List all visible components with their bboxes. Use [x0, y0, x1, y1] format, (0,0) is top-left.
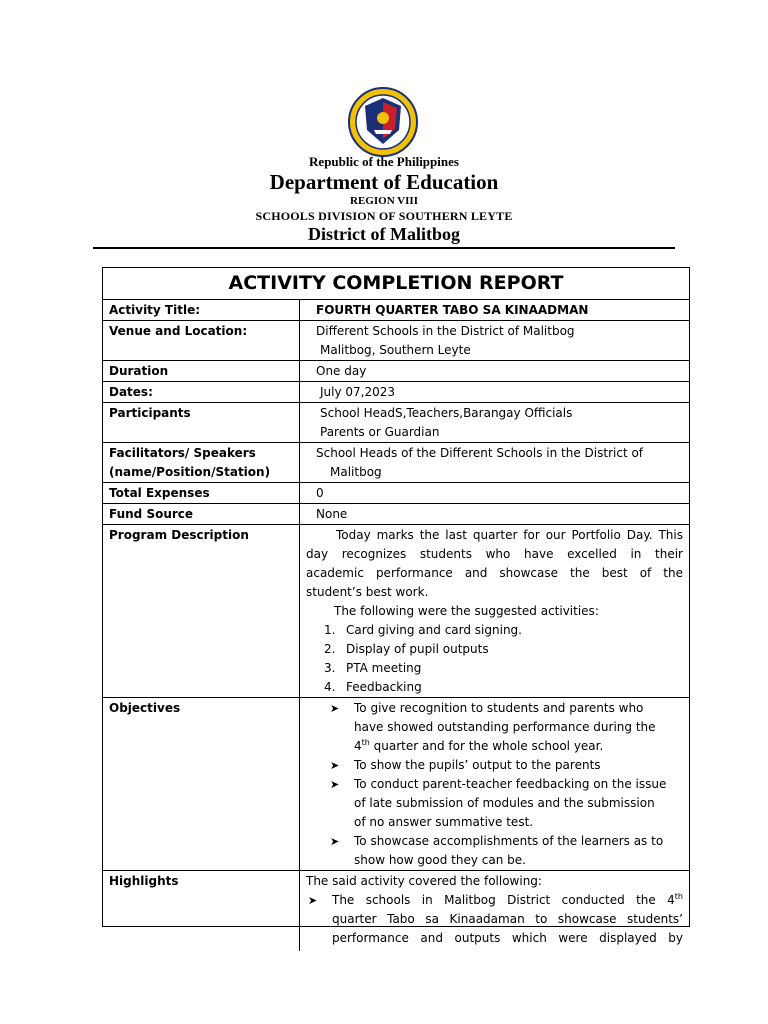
district-line: District of Malitbog [308, 224, 460, 244]
activity-number: 3. [324, 661, 336, 675]
highlight-line-1-text: The schools in Malitbog District conducted the 4 [332, 893, 675, 907]
value-highlights [300, 871, 689, 951]
row-facilitators [103, 443, 689, 483]
label-total-expenses: Total Expenses [103, 483, 300, 503]
objective-item [306, 756, 683, 775]
program-intro: The following were the suggested activities: [334, 604, 599, 618]
row-total-expenses [103, 483, 689, 504]
label-highlights: Highlights [103, 871, 300, 951]
value-participants [300, 403, 689, 442]
highlight-line-1 [332, 891, 683, 910]
arrow-bullet-icon: ➤ [330, 702, 340, 715]
ordinal-suffix: th [361, 738, 370, 747]
objective-3-line-2: of late submission of modules and the submission [354, 796, 655, 810]
quarter-number: 4 [354, 739, 362, 753]
program-para-line-1: Today marks the last quarter for our Portfolio Day. This [336, 528, 683, 542]
objective-2: To show the pupils’ output to the parents [354, 758, 601, 772]
highlight-item [306, 891, 683, 948]
row-highlights [103, 871, 689, 951]
participants-line-1: School HeadS,Teachers,Barangay Officials [320, 406, 573, 420]
objective-1-line-2: have showed outstanding performance during the [354, 720, 656, 734]
participants-line-2: Parents or Guardian [320, 425, 440, 439]
arrow-bullet-icon: ➤ [308, 894, 318, 907]
row-dates [103, 382, 689, 403]
highlights-intro: The said activity covered the following: [306, 874, 542, 888]
row-objectives [103, 698, 689, 871]
activity-text: Card giving and card signing. [346, 623, 522, 637]
department-title: Department of Education [269, 170, 499, 194]
value-dates: July 07,2023 [320, 385, 396, 399]
value-venue [300, 321, 689, 360]
highlight-line-3: performance and outputs which were displayed by [332, 931, 683, 945]
objective-1-line-3 [330, 737, 683, 756]
label-duration: Duration [103, 361, 300, 381]
activity-item [306, 659, 683, 678]
objective-item [306, 775, 683, 832]
row-fund-source [103, 504, 689, 525]
arrow-bullet-icon: ➤ [330, 778, 340, 791]
objective-item [306, 832, 683, 870]
activity-item [306, 678, 683, 697]
label-venue: Venue and Location: [103, 321, 300, 360]
venue-line-2: Malitbog, Southern Leyte [320, 343, 471, 357]
row-participants [103, 403, 689, 443]
program-para-line-2: day recognizes students who have excelled in their [306, 547, 683, 561]
facilitators-label-2: (name/Position/Station) [109, 465, 271, 479]
republic-line: Republic of the Philippines [309, 154, 459, 169]
facilitators-line-1: School Heads of the Different Schools in the District of [316, 446, 644, 460]
label-participants: Participants [103, 403, 300, 442]
report-title: ACTIVITY COMPLETION REPORT [103, 268, 689, 300]
label-activity-title: Activity Title: [103, 300, 300, 320]
header-divider [93, 247, 675, 249]
arrow-bullet-icon: ➤ [330, 759, 340, 772]
activity-number: 4. [324, 680, 336, 694]
activity-text: PTA meeting [346, 661, 422, 675]
value-duration: One day [316, 364, 367, 378]
objective-4-line-2: show how good they can be. [354, 853, 526, 867]
activity-number: 2. [324, 642, 336, 656]
row-duration [103, 361, 689, 382]
activity-text: Display of pupil outputs [346, 642, 489, 656]
activity-item [306, 640, 683, 659]
program-para-line-3: academic performance and showcase the best of the [306, 566, 683, 580]
value-fund-source: None [316, 507, 348, 521]
activity-item [306, 621, 683, 640]
value-total-expenses: 0 [316, 486, 324, 500]
deped-seal [344, 86, 422, 158]
arrow-bullet-icon: ➤ [330, 835, 340, 848]
highlight-line-2: quarter Tabo sa Kinaadaman to showcase students’ [332, 912, 683, 926]
label-program-description: Program Description [103, 525, 300, 697]
program-para-line-4: student’s best work. [306, 585, 429, 599]
facilitators-label-1: Facilitators/ Speakers [109, 446, 256, 460]
facilitators-line-2: Malitbog [330, 465, 382, 479]
objective-1-line-1: To give recognition to students and parents who [354, 701, 644, 715]
value-objectives [300, 698, 689, 870]
objective-item [306, 699, 683, 756]
activity-number: 1. [324, 623, 336, 637]
label-fund-source: Fund Source [103, 504, 300, 524]
objective-3-line-3: of no answer summative test. [354, 815, 534, 829]
objective-4-line-1: To showcase accomplishments of the learners as to [354, 834, 664, 848]
row-program-description [103, 525, 689, 698]
value-facilitators [300, 443, 689, 482]
ordinal-suffix: th [674, 892, 683, 901]
region-line: REGION VIII [350, 195, 418, 207]
objective-1-line-3-text: quarter and for the whole school year. [369, 739, 604, 753]
activity-completion-report [102, 267, 690, 945]
activity-text: Feedbacking [346, 680, 422, 694]
label-objectives: Objectives [103, 698, 300, 870]
label-facilitators [103, 443, 300, 482]
value-program-description [300, 525, 689, 697]
row-activity-title [103, 300, 689, 321]
objective-3-line-1: To conduct parent-teacher feedbacking on the issue [354, 777, 667, 791]
label-dates: Dates: [103, 382, 300, 402]
value-activity-title: FOURTH QUARTER TABO SA KINAADMAN [316, 303, 589, 317]
division-line: SCHOOLS DIVISION OF SOUTHERN LEYTE [255, 209, 513, 223]
venue-line-1: Different Schools in the District of Malitbog [316, 324, 575, 338]
row-venue [103, 321, 689, 361]
